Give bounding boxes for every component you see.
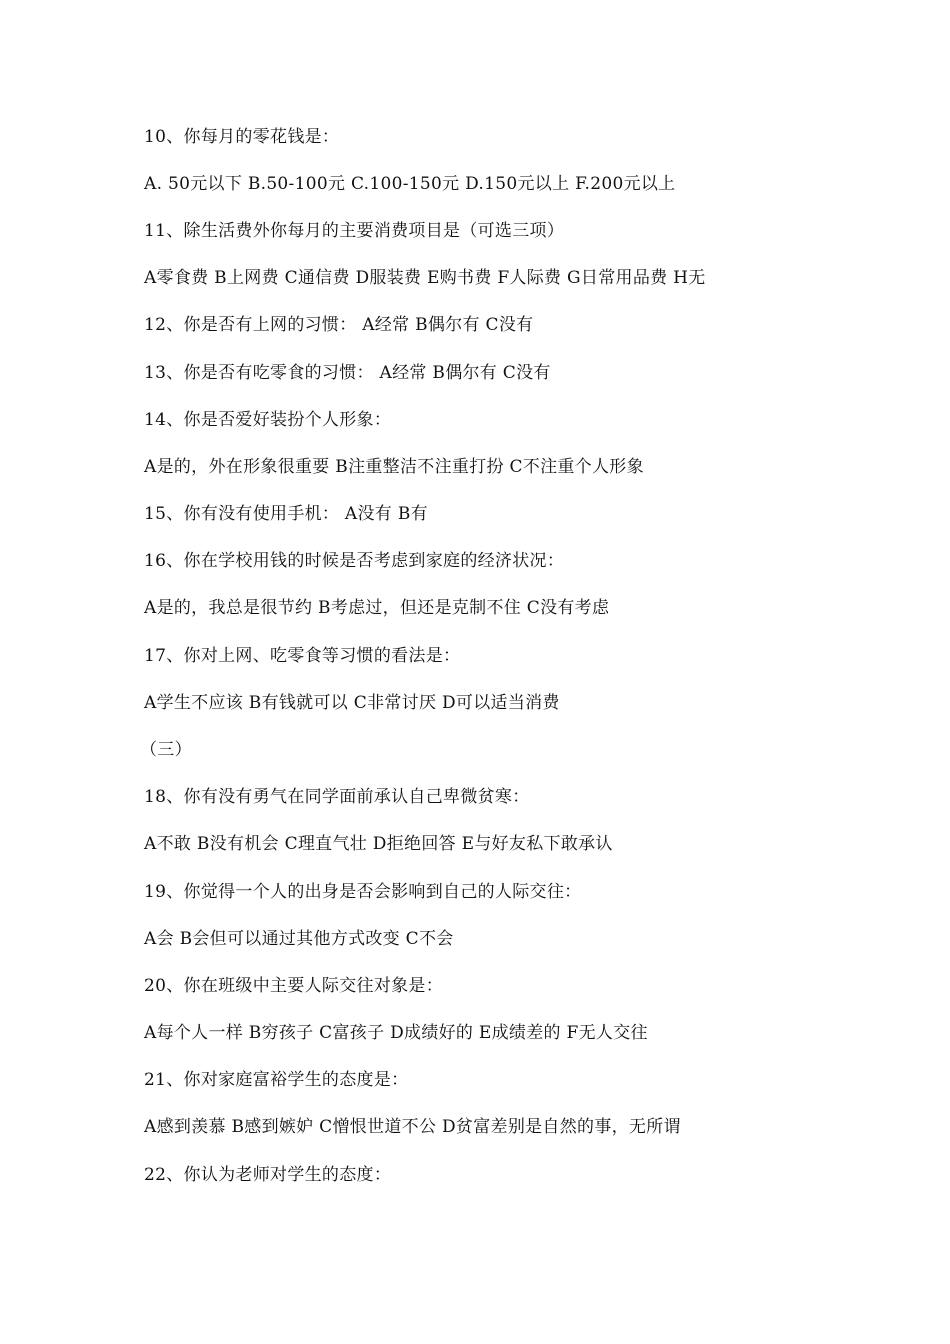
question-10: 10、你每月的零花钱是：: [144, 127, 340, 147]
answer-options-21: A感到羡慕 B感到嫉妒 C憎恨世道不公 D贫富差别是自然的事，无所谓: [144, 1117, 681, 1137]
question-12: 12、你是否有上网的习惯： A经常 B偶尔有 C没有: [144, 315, 534, 335]
answer-options-17: A学生不应该 B有钱就可以 C非常讨厌 D可以适当消费: [144, 693, 560, 713]
question-21: 21、你对家庭富裕学生的态度是：: [144, 1070, 409, 1090]
answer-options-18: A不敢 B没有机会 C理直气壮 D拒绝回答 E与好友私下敢承认: [144, 834, 613, 854]
question-17: 17、你对上网、吃零食等习惯的看法是：: [144, 646, 461, 666]
question-13: 13、你是否有吃零食的习惯： A经常 B偶尔有 C没有: [144, 363, 551, 383]
question-20: 20、你在班级中主要人际交往对象是：: [144, 976, 444, 996]
answer-options-11: A零食费 B上网费 C通信费 D服装费 E购书费 F人际费 G日常用品费 H无: [144, 268, 706, 288]
answer-options-19: A会 B会但可以通过其他方式改变 C不会: [144, 929, 454, 949]
answer-options-10: A. 50元以下 B.50-100元 C.100-150元 D.150元以上 F.200元以上: [144, 174, 676, 194]
question-22: 22、你认为老师对学生的态度：: [144, 1165, 392, 1185]
question-11: 11、除生活费外你每月的主要消费项目是（可选三项）: [144, 221, 565, 241]
section-heading: （三）: [140, 740, 192, 760]
question-15: 15、你有没有使用手机： A没有 B有: [144, 504, 428, 524]
question-19: 19、你觉得一个人的出身是否会影响到自己的人际交往：: [144, 882, 582, 902]
answer-options-16: A是的，我总是很节约 B考虑过，但还是克制不住 C没有考虑: [144, 598, 610, 618]
answer-options-20: A每个人一样 B穷孩子 C富孩子 D成绩好的 E成绩差的 F无人交往: [144, 1023, 648, 1043]
question-18: 18、你有没有勇气在同学面前承认自己卑微贫寒：: [144, 787, 530, 807]
question-16: 16、你在学校用钱的时候是否考虑到家庭的经济状况：: [144, 551, 565, 571]
question-14: 14、你是否爱好装扮个人形象：: [144, 410, 392, 430]
answer-options-14: A是的，外在形象很重要 B注重整洁不注重打扮 C不注重个人形象: [144, 457, 644, 477]
